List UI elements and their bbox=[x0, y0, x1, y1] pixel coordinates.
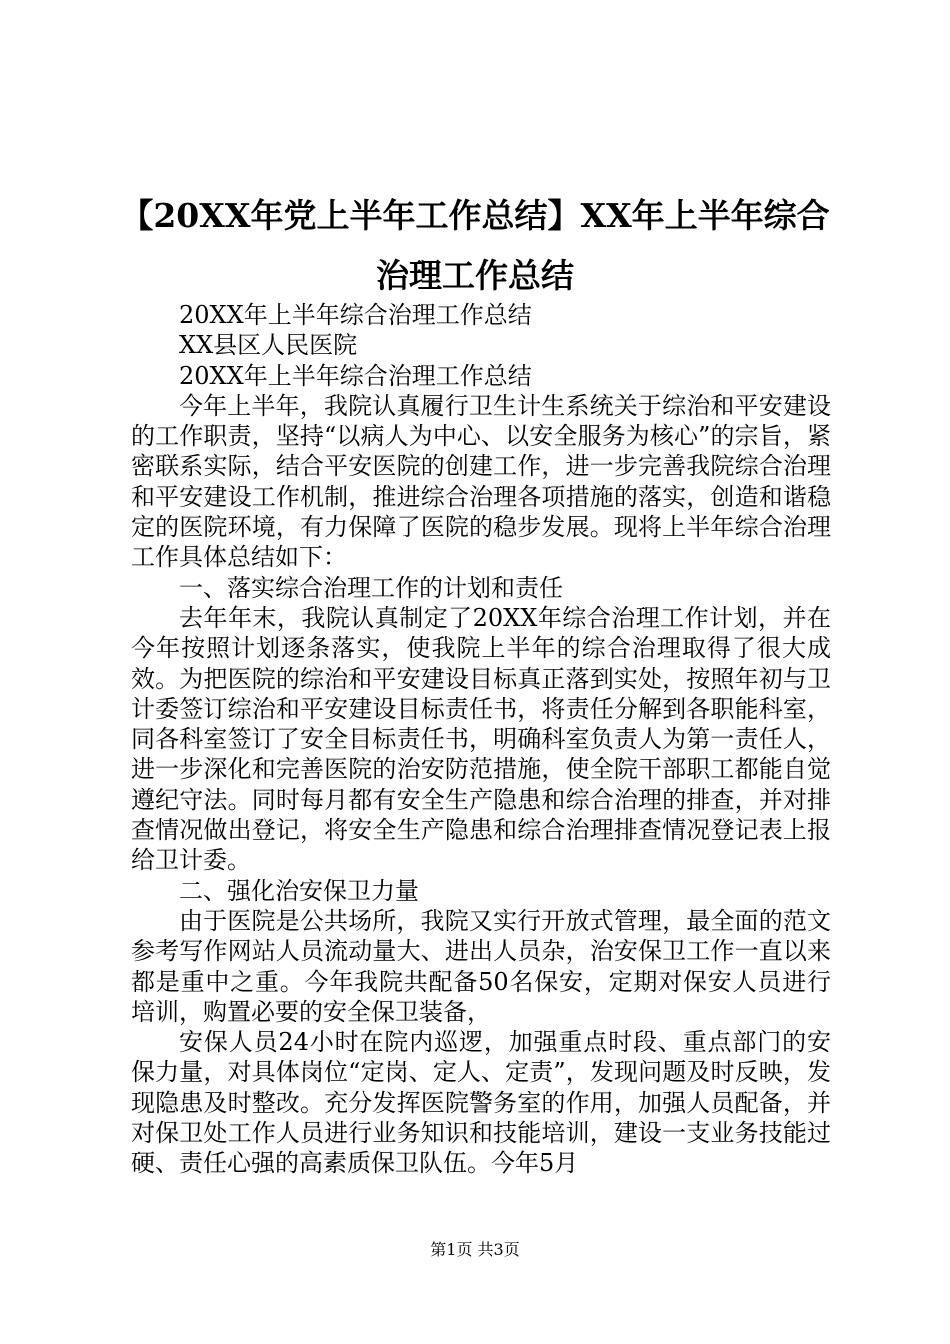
paragraph-section-1: 去年年末，我院认真制定了20XX年综合治理工作计划，并在今年按照计划逐条落实，使我院上半年的综合治理取得了很大成效。为把医院的综治和平安建设目标真正落到实处，按照年初与卫计委签订综治和平安建设目标责任书，将责任分解到各职能科室，同各科室签订了安全目标责任书，明确科室负责人为第一责任人，进一步深化和完善医院的治安防范措施，使全院干部职工都能自觉遵纪守法。同时每月都有安全生产隐患和综合治理的排查，并对排查情况做出登记，将安全生产隐患和综合治理排查情况登记表上报给卫计委。 bbox=[131, 603, 831, 875]
document-title: 【20XX年党上半年工作总结】XX年上半年综合治理工作总结 bbox=[120, 196, 830, 295]
paragraph-subtitle: 20XX年上半年综合治理工作总结 bbox=[179, 301, 532, 329]
page-footer: 第1页 共3页 bbox=[430, 1240, 520, 1259]
document-body bbox=[131, 300, 831, 1179]
section-heading-1: 一、落实综合治理工作的计划和责任 bbox=[179, 573, 563, 602]
section-heading-2: 二、强化治安保卫力量 bbox=[179, 876, 419, 905]
paragraph-section-2b: 安保人员24小时在院内巡逻，加强重点时段、重点部门的安保力量，对具体岗位“定岗、定人、定责”，发现问题及时反映，发现隐患及时整改。充分发挥医院警务室的作用，加强人员配备，并对保卫处工作人员进行业务知识和技能培训，建设一支业务技能过硬、责任心强的高素质保卫队伍。今年5月 bbox=[131, 1028, 831, 1178]
paragraph-intro: 今年上半年，我院认真履行卫生计生系统关于综治和平安建设的工作职责，坚持“以病人为中心、以安全服务为核心”的宗旨，紧密联系实际，结合平安医院的创建工作，进一步完善我院综合治理和平安建设工作机制，推进综合治理各项措施的落实，创造和谐稳定的医院环境，有力保障了医院的稳步发展。现将上半年综合治理工作具体总结如下： bbox=[131, 391, 831, 572]
paragraph-section-2a: 由于医院是公共场所，我院又实行开放式管理，最全面的范文参考写作网站人员流动量大、进出人员杂，治安保卫工作一直以来都是重中之重。今年我院共配备50名保安，定期对保安人员进行培训，购置必要的安全保卫装备， bbox=[131, 906, 831, 1026]
paragraph-subtitle-repeat: 20XX年上半年综合治理工作总结 bbox=[179, 361, 532, 390]
paragraph-organization: XX县区人民医院 bbox=[179, 331, 358, 360]
